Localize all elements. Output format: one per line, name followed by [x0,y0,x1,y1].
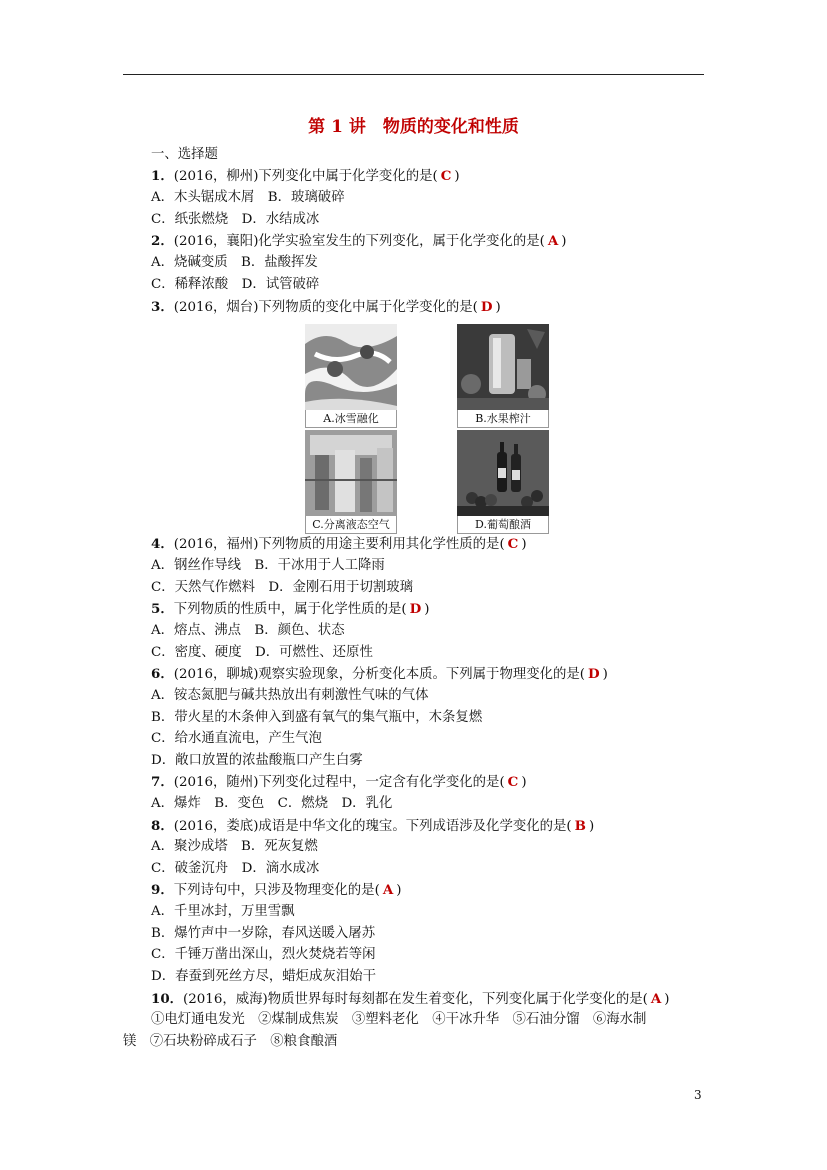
q8-options-2: C．破釜沉舟 D．滴水成冰 [151,861,320,876]
q4-options-1: A．钢丝作导线 B．干冰用于人工降雨 [151,558,385,573]
answer-5: D [409,601,422,617]
q5-options-1: A．熔点、沸点 B．颜色、状态 [151,623,345,638]
answer-6: D [588,666,600,682]
photo-liquid-air [305,430,397,534]
question-8: 8．(2016，娄底)成语是中华文化的瑰宝。下列成语涉及化学变化的是( B ) [151,818,595,834]
answer-10: A [650,991,662,1007]
q2-options-1: A．烧碱变质 B．盐酸挥发 [151,255,318,270]
q4-options-2: C．天然气作燃料 D．金刚石用于切割玻璃 [151,580,414,595]
q9-option-d: D．春蚕到死丝方尽，蜡炬成灰泪始干 [151,969,376,984]
photo-juicing [457,324,549,428]
q5-options-2: C．密度、硬度 D．可燃性、还原性 [151,645,373,660]
question-2: 2．(2016，襄阳)化学实验室发生的下列变化，属于化学变化的是( A ) [151,233,567,249]
question-6: 6．(2016，聊城)观察实验现象，分析变化本质。下列属于物理变化的是( D ) [151,666,608,682]
answer-2: A [547,233,559,249]
question-10: 10．(2016，威海)物质世界每时每刻都在发生着变化，下列变化属于化学变化的是( A ) [151,991,670,1007]
q1-options-1: A．木头锯成木屑 B．玻璃破碎 [151,190,345,205]
answer-3: D [480,299,493,315]
header-rule [123,74,704,75]
q9-option-b: B．爆竹声中一岁除，春风送暖入屠苏 [151,926,376,941]
question-4: 4．(2016，福州)下列物质的用途主要利用其化学性质的是( C ) [151,536,527,552]
q6-option-d: D．敞口放置的浓盐酸瓶口产生白雾 [151,753,363,768]
q7-options-1: A．爆炸 B．变色 C．燃烧 D．乳化 [151,796,393,811]
q2-options-2: C．稀释浓酸 D．试管破碎 [151,277,320,292]
question-7: 7．(2016，随州)下列变化过程中，一定含有化学变化的是( C ) [151,774,527,790]
caption-d: D.葡萄酿酒 [457,516,549,534]
caption-a: A.冰雪融化 [305,410,397,428]
caption-c: C.分离液态空气 [305,516,397,534]
section-heading: 一、选择题 [151,147,218,162]
answer-4: C [507,536,519,552]
question-5: 5．下列物质的性质中，属于化学性质的是( D ) [151,601,430,617]
page-title: 第 1 讲 物质的变化和性质 [308,117,519,137]
answer-8: B [574,818,586,834]
photo-wine-making [457,430,549,534]
page-number: 3 [694,1088,702,1102]
q6-option-a: A．铵态氮肥与碱共热放出有刺激性气味的气体 [151,688,429,703]
q6-option-b: B．带火星的木条伸入到盛有氧气的集气瓶中，木条复燃 [151,710,483,725]
question-3: 3．(2016，烟台)下列物质的变化中属于化学变化的是( D ) [151,299,501,315]
question-9: 9．下列诗句中，只涉及物理变化的是( A ) [151,882,402,898]
caption-b: B.水果榨汁 [457,410,549,428]
q3-photo-grid [305,324,555,530]
q1-options-2: C．纸张燃烧 D．水结成冰 [151,212,320,227]
q9-option-a: A．千里冰封，万里雪飘 [151,904,295,919]
q10-items-line-1: ①电灯通电发光 ②煤制成焦炭 ③塑料老化 ④干冰升华 ⑤石油分馏 ⑥海水制 [151,1012,647,1027]
photo-snow-melting [305,324,397,428]
answer-7: C [507,774,519,790]
answer-9: A [382,882,394,898]
q10-items-line-2: 镁 ⑦石块粉碎成石子 ⑧粮食酿酒 [123,1034,338,1049]
question-1: 1．(2016，柳州)下列变化中属于化学变化的是( C ) [151,168,460,184]
q6-option-c: C．给水通直流电，产生气泡 [151,731,322,746]
answer-1: C [440,168,452,184]
q8-options-1: A．聚沙成塔 B．死灰复燃 [151,839,318,854]
q9-option-c: C．千锤万凿出深山，烈火焚烧若等闲 [151,947,376,962]
